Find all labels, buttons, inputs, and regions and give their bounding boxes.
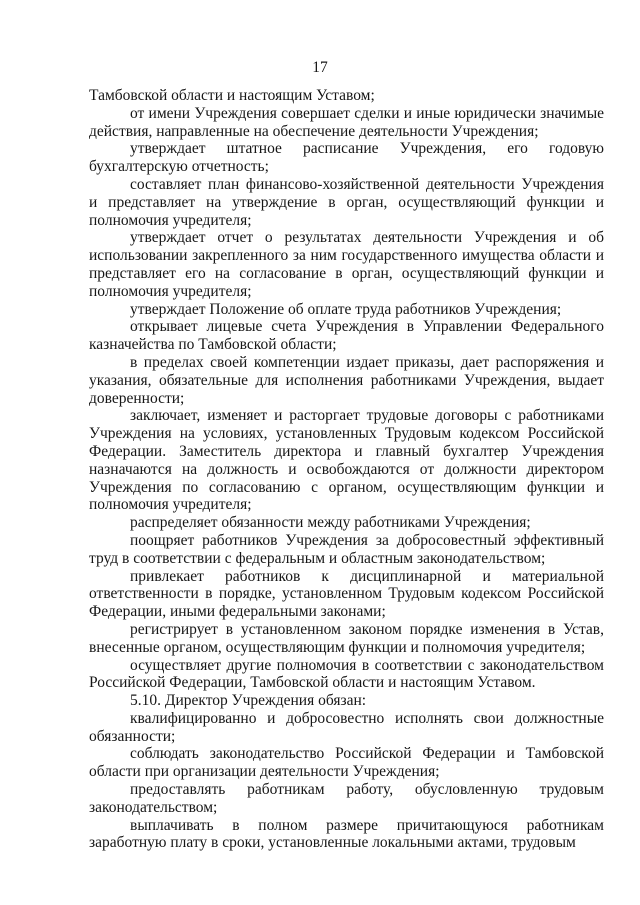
page-number: 17	[312, 59, 328, 76]
paragraph: составляет план финансово-хозяйственной деятельности Учреждения и представляет на утверждение в орган, осуществляющий функции и полномочия учредителя;	[89, 175, 604, 229]
paragraph: распределяет обязанности между работниками Учреждения;	[130, 514, 531, 532]
paragraph: утверждает отчет о результатах деятельности Учреждения и об использовании закрепленного за ним государственного имущества области и представляет его на согласование в орган, осуществляющий функции и полномочия учредителя;	[89, 229, 604, 300]
paragraph: предоставлять работникам работу, обусловленную трудовым законодательством;	[89, 781, 604, 816]
paragraph: 5.10. Директор Учреждения обязан:	[130, 692, 367, 710]
paragraph: Тамбовской области и настоящим Уставом;	[89, 87, 375, 104]
paragraph: от имени Учреждения совершает сделки и иные юридически значимые действия, направленные на обеспечение деятельности Учреждения;	[89, 104, 604, 140]
paragraph: квалифицированно и добросовестно исполнять свои должностные обязанности;	[89, 709, 604, 745]
paragraph: выплачивать в полном размере причитающуюся работникам заработную плату в сроки, установленные локальными актами, трудовым	[89, 816, 604, 852]
paragraph: осуществляет другие полномочия в соответствии с законодательством Российской Федерации, Тамбовской области и настоящим Уставом.	[89, 656, 604, 692]
paragraph: в пределах своей компетенции издает приказы, дает распоряжения и указания, обязательные для исполнения работниками Учреждения, выдает доверенности;	[89, 353, 604, 407]
paragraph: соблюдать законодательство Российской Федерации и Тамбовской области при организации деятельности Учреждения;	[89, 745, 604, 781]
paragraph: привлекает работников к дисциплинарной и материальной ответственности в порядке, установленном Трудовым кодексом Российской Федерации, иными федеральными законами;	[89, 567, 604, 621]
paragraph: утверждает штатное расписание Учреждения, его годовую бухгалтерскую отчетность;	[89, 140, 604, 176]
paragraph: поощряет работников Учреждения за добросовестный эффективный труд в соответствии с федеральным и областным законодательством;	[89, 531, 604, 567]
paragraph: открывает лицевые счета Учреждения в Управлении Федерального казначейства по Тамбовской области;	[89, 318, 604, 354]
paragraph: утверждает Положение об оплате труда работников Учреждения;	[130, 300, 562, 318]
document-body	[89, 87, 604, 852]
paragraph: заключает, изменяет и расторгает трудовые договоры с работниками Учреждения на условиях, установленных Трудовым кодексом Российской Федерации. Заместитель директора и главный бухгалтер Учреждения назначаются на должность и освобождаются от должности директором Учреждения по согласованию с органом, осуществляющим функции и полномочия учредителя;	[89, 407, 604, 514]
paragraph: регистрирует в установленном законом порядке изменения в Устав, внесенные органом, осуществляющим функции и полномочия учредителя;	[89, 620, 604, 656]
